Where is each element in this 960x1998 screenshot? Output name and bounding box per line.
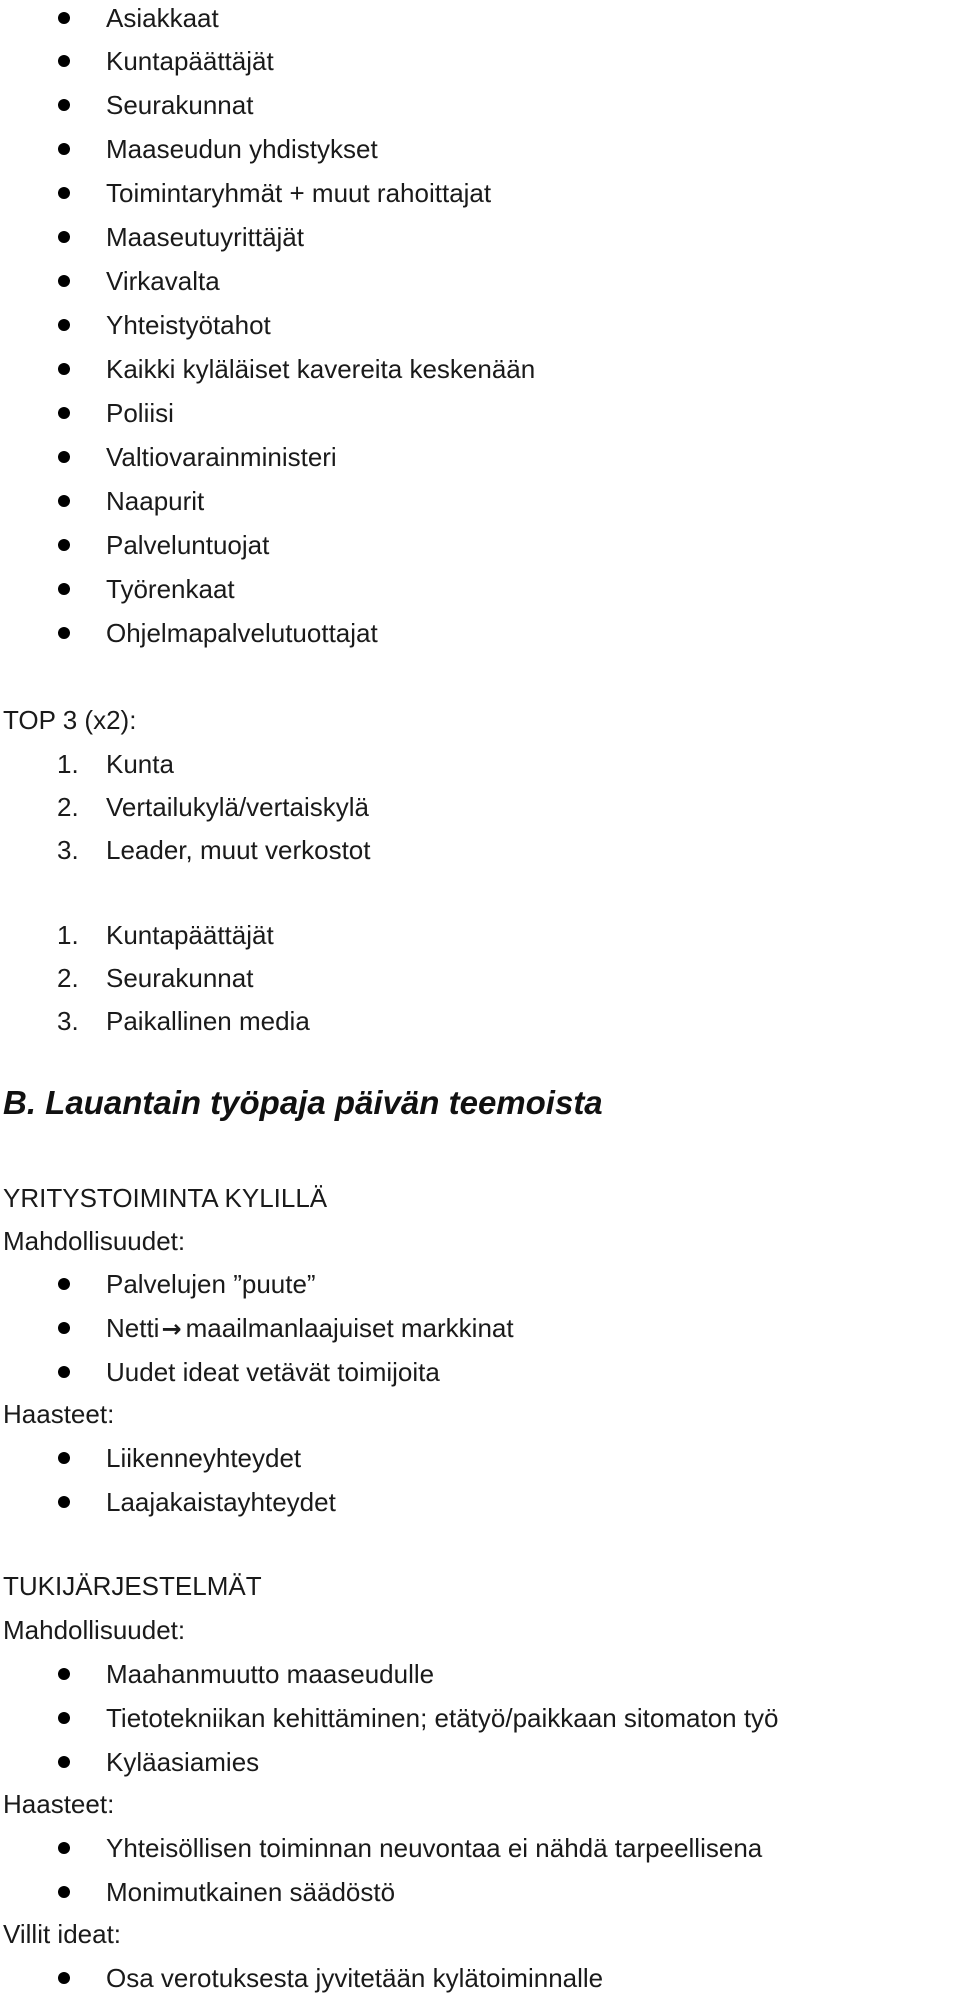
bullet-icon xyxy=(58,407,70,419)
bullet-icon xyxy=(58,1496,70,1508)
bullet-icon xyxy=(58,1886,70,1898)
bullet-icon xyxy=(58,99,70,111)
right-arrow-icon: → xyxy=(161,1315,182,1343)
bullet-icon xyxy=(58,1972,70,1984)
bullet-icon xyxy=(58,1668,70,1680)
bullet-icon xyxy=(58,187,70,199)
bullet-icon xyxy=(58,275,70,287)
bullet-icon xyxy=(58,12,70,24)
bullet-icon xyxy=(58,539,70,551)
bullet-icon xyxy=(58,319,70,331)
bullet-icon xyxy=(58,1756,70,1768)
bullet-icon xyxy=(58,495,70,507)
bullet-icon xyxy=(58,55,70,67)
bullet-icon xyxy=(58,1322,70,1334)
bullet-icon xyxy=(58,583,70,595)
bullet-icon xyxy=(58,231,70,243)
bullet-icon xyxy=(58,143,70,155)
bullet-icon xyxy=(58,451,70,463)
bullet-icon xyxy=(58,363,70,375)
bullet-icon xyxy=(58,1842,70,1854)
bullet-icon xyxy=(58,1366,70,1378)
section-b-title: B. Lauantain työpaja päivän teemoista xyxy=(3,1084,603,1121)
document-page: Asiakkaat Kuntapäättäjät Seurakunnat Maaseudun yhdistykset Toimintaryhmät + muut rahoittajat Maaseutuyrittäjät Virkavalta Yhteistyötahot Kaikki kyläläiset kavereita keskenään Poliisi Valtiovarainministeri Naapurit Palveluntuojat Työrenkaat Ohjelmapalvelutuottajat TOP 3 (x2): 1. Kunta 2. Vertailukylä/vertaiskylä 3. Leader, muut verkostot 1. Kuntapäättäjät 2. Seurakunnat 3. Paikallinen media B. Lauantain työpaja päivän teemoista YRITYSTOIMINTA KYLILLÄ Mahdollisuudet: Palvelujen ”puute” Netti→ maailmanlaajuiset markkinat Uudet ideat vetävät toimijoita Haasteet: Liikenneyhteydet Laajakaistayhteydet TUKIJÄRJESTELMÄT Mahdollisuudet: Maahanmuutto maaseudulle Tietotekniikan kehittäminen; etätyö/paikkaan sitomaton työ Kyläasiamies Haasteet: Yhteisöllisen toiminnan neuvontaa ei nähdä tarpeellisena Monimutkainen säädöstö Villit ideat: Osa verotuksesta jyvitetään kylätoiminnalle xyxy=(3,3,779,1993)
bullet-icon xyxy=(58,1278,70,1290)
bullet-icon xyxy=(58,627,70,639)
bullet-icon xyxy=(58,1452,70,1464)
bullet-icon xyxy=(58,1712,70,1724)
